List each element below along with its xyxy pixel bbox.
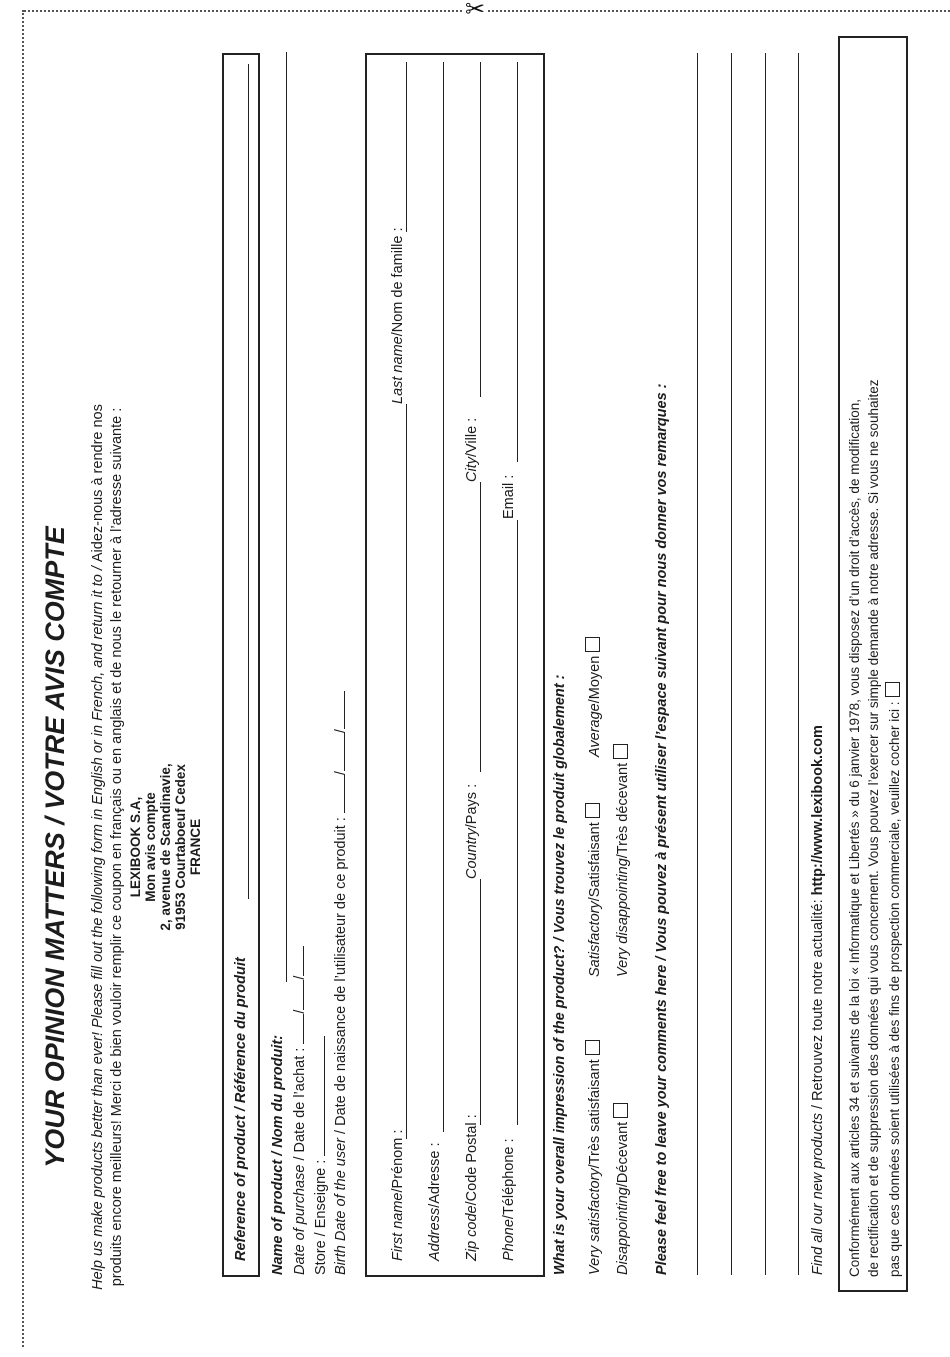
- last-name-label-fr: /Nom de famille :: [390, 227, 406, 337]
- email-field[interactable]: [517, 62, 518, 462]
- purchase-month-field[interactable]: [291, 980, 304, 1010]
- store-row: [312, 1036, 329, 1275]
- store-label: Store / Enseigne :: [313, 1159, 329, 1275]
- find-products-label-fr: / Retrouvez toute notre actualité:: [810, 895, 826, 1113]
- very-satisfactory-label-en: Very satisfactory: [587, 1168, 603, 1275]
- last-name-field[interactable]: [406, 62, 407, 232]
- intro-french: Aidez-nous à rendre nos: [90, 404, 106, 563]
- purchase-date-label-fr: / Date de l’achat :: [292, 1047, 308, 1165]
- intro-line-1: [90, 337, 106, 1357]
- birth-date-label-fr: / Date de naissance de l’utilisateur de ce produit :: [333, 817, 349, 1138]
- purchase-day-field[interactable]: [291, 1014, 304, 1044]
- birth-date-row: [332, 691, 349, 1275]
- phone-label-en: Phone: [501, 1219, 517, 1261]
- last-name-label: [390, 227, 406, 404]
- opt-out-checkbox[interactable]: [885, 682, 900, 697]
- option-satisfactory[interactable]: [585, 803, 603, 977]
- address-line: Mon avis compte: [143, 792, 158, 902]
- phone-label-fr: /Téléphone :: [501, 1138, 517, 1220]
- purchase-date-label-en: Date of purchase: [292, 1164, 308, 1275]
- city-label-en: City: [464, 457, 480, 482]
- scissors-icon: ✂: [462, 0, 488, 20]
- disappointing-label-en: Disappointing: [615, 1187, 631, 1275]
- zip-field[interactable]: [480, 879, 481, 1125]
- first-name-label: [390, 1130, 406, 1261]
- date-separator: /: [333, 771, 349, 776]
- satisfactory-checkbox[interactable]: [585, 803, 600, 818]
- product-name-field[interactable]: [286, 52, 287, 982]
- very-disappointing-label-en: Very disappointing: [615, 858, 631, 977]
- product-name-label: Name of product / Nom du produit:: [270, 1034, 286, 1275]
- comment-line[interactable]: [697, 53, 698, 1275]
- address-label-en: Address: [427, 1207, 443, 1261]
- very-satisfactory-label-fr: /Très satisfaisant: [587, 1059, 603, 1169]
- purchase-year-field[interactable]: [291, 946, 304, 976]
- purchase-date-row: [291, 946, 308, 1275]
- city-field[interactable]: [480, 62, 481, 397]
- product-reference-field[interactable]: [248, 64, 249, 899]
- address-line: 91953 Courtaboeuf Cedex: [173, 764, 188, 930]
- option-very-disappointing[interactable]: [613, 744, 631, 977]
- very-disappointing-checkbox[interactable]: [613, 744, 628, 759]
- intro-english: Help us make products better than ever! Please fill out the following form in English or in French, and return it to /: [90, 562, 106, 1290]
- satisfactory-label-en: Satisfactory: [587, 901, 603, 977]
- country-field[interactable]: [480, 482, 481, 772]
- average-label-en: Average: [587, 703, 603, 757]
- country-label-en: Country: [464, 828, 480, 879]
- disappointing-label-fr: /Décevant: [615, 1121, 631, 1188]
- birth-year-field[interactable]: [332, 691, 345, 729]
- city-label-fr: /Ville :: [464, 417, 480, 458]
- country-label-fr: /Pays :: [464, 783, 480, 829]
- address-line: FRANCE: [188, 818, 203, 876]
- very-disappointing-label-fr: /Très décevant: [615, 762, 631, 859]
- legal-line-3: [885, 682, 902, 1277]
- date-separator: /: [292, 1009, 308, 1014]
- average-label-fr: /Moyen: [587, 655, 603, 704]
- birth-month-field[interactable]: [332, 733, 345, 771]
- comment-line[interactable]: [731, 53, 732, 1275]
- birth-day-field[interactable]: [332, 775, 345, 813]
- very-satisfactory-checkbox[interactable]: [585, 1040, 600, 1055]
- address-line: LEXIBOOK S.A,: [128, 796, 143, 898]
- birth-date-label-en: Birth Date of the user: [333, 1137, 349, 1275]
- find-products-label-en: Find all our new products: [810, 1113, 826, 1275]
- address-label-fr: /Adresse :: [427, 1142, 443, 1208]
- store-field[interactable]: [312, 1036, 325, 1156]
- impression-question: What is your overall impression of the product? / Vous trouvez le produit globalement :: [552, 674, 568, 1275]
- first-name-label-fr: /Prénom :: [390, 1129, 406, 1193]
- phone-field[interactable]: [517, 520, 518, 1125]
- zip-label: [464, 1114, 480, 1261]
- first-name-label-en: First name: [390, 1192, 406, 1261]
- option-disappointing[interactable]: [613, 1103, 631, 1275]
- find-products-row: [810, 725, 826, 1275]
- legal-line-3-text: pas que ces données soient utilisées à des fins de prospection commerciale, veuillez cocher ici :: [887, 701, 902, 1277]
- email-label: Email :: [501, 474, 517, 519]
- comments-prompt: Please feel free to leave your comments here / Vous pouvez à présent utiliser l’espace suivant pour nous donner vos remarques :: [654, 383, 670, 1275]
- legal-line-2: de rectification et de suppression des données qui vous concernent. Vous pouvez l’exercer sur simple demande à notre adresse. Si vous ne souhaitez: [866, 379, 881, 1277]
- first-name-field[interactable]: [406, 404, 407, 1139]
- city-label: [464, 418, 480, 482]
- comment-line[interactable]: [798, 53, 799, 1275]
- legal-line-1: Conformément aux articles 34 et suivants de la loi « Informatique et Libertés » du 6 janvier 1978, vous disposez d’un droit d’accès, de modification,: [847, 399, 862, 1277]
- comment-line[interactable]: [765, 53, 766, 1275]
- zip-label-en: Zip code: [464, 1205, 480, 1261]
- satisfactory-label-fr: /Satisfaisant: [587, 822, 603, 902]
- zip-label-fr: /Code Postal :: [464, 1114, 480, 1206]
- date-separator: /: [333, 729, 349, 734]
- last-name-label-en: Last name: [390, 336, 406, 404]
- option-average[interactable]: [585, 637, 603, 757]
- disappointing-checkbox[interactable]: [613, 1103, 628, 1118]
- average-checkbox[interactable]: [585, 637, 600, 652]
- website-link[interactable]: http://www.lexibook.com: [810, 725, 826, 896]
- form-title: YOUR OPINION MATTERS / VOTRE AVIS COMPTE: [40, 526, 70, 1168]
- address-label: [427, 1143, 443, 1261]
- address-line: 2, avenue de Scandinavie,: [158, 763, 173, 931]
- date-separator: /: [292, 975, 308, 980]
- product-reference-label: Reference of product / Référence du produit: [233, 957, 249, 1261]
- phone-label: [501, 1138, 517, 1261]
- address-field[interactable]: [443, 62, 444, 1132]
- intro-line-2: produits encore meilleurs! Merci de bien vouloir remplir ce coupon en français ou en anglais et de nous le retourner à l’adresse suivante :: [109, 407, 125, 1287]
- option-very-satisfactory[interactable]: [585, 1040, 603, 1275]
- country-label: [464, 784, 480, 879]
